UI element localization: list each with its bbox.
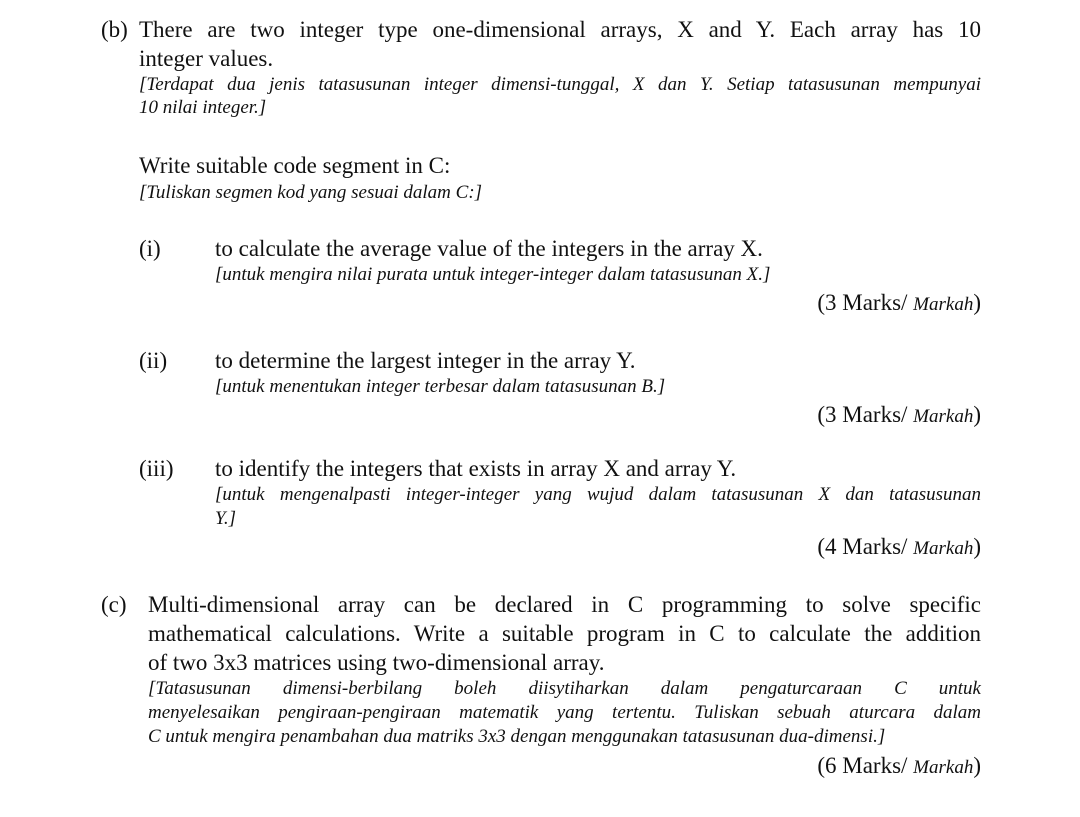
item-iii-label: (iii) <box>139 456 174 481</box>
item-i-marks: (3 Marks/ Markah) <box>817 290 981 315</box>
part-c-label: (c) <box>101 592 127 617</box>
item-iii-translation-line1: [untuk mengenalpasti integer-integer yang wujud dalam tatasusunan X dan tatasusunan <box>215 484 981 505</box>
item-i-label: (i) <box>139 236 161 261</box>
part-c-translation-line1: [Tatasusunan dimensi-berbilang boleh diisytiharkan dalam pengaturcaraan C untuk <box>148 678 981 699</box>
item-i-translation: [untuk mengira nilai purata untuk integer-integer dalam tatasusunan X.] <box>215 264 771 285</box>
item-iii-question: to identify the integers that exists in array X and array Y. <box>215 456 737 481</box>
part-c-translation-line3: C untuk mengira penambahan dua matriks 3x3 dengan menggunakan tatasusunan dua-dimensi.] <box>148 726 886 747</box>
item-ii-marks: (3 Marks/ Markah) <box>817 402 981 427</box>
part-b-translation-line2: 10 nilai integer.] <box>139 97 267 118</box>
part-c-question-line1: Multi-dimensional array can be declared in C programming to solve specific <box>148 592 981 617</box>
part-b-question-line2: integer values. <box>139 46 274 71</box>
item-ii-question: to determine the largest integer in the array Y. <box>215 348 636 373</box>
part-b-question-line1: There are two integer type one-dimensional arrays, X and Y. Each array has 10 <box>139 17 981 42</box>
item-ii-translation: [untuk menentukan integer terbesar dalam tatasusunan B.] <box>215 376 666 397</box>
item-iii-translation-line2: Y.] <box>215 508 236 529</box>
part-b-translation-line1: [Terdapat dua jenis tatasusunan integer dimensi-tunggal, X dan Y. Setiap tatasusunan mempunyai <box>139 74 981 95</box>
part-c-translation-line2: menyelesaikan pengiraan-pengiraan matematik yang tertentu. Tuliskan sebuah aturcara dalam <box>148 702 981 723</box>
item-i-question: to calculate the average value of the integers in the array X. <box>215 236 763 261</box>
instruction-text: Write suitable code segment in C: <box>139 153 451 178</box>
part-c-question-line2: mathematical calculations. Write a suitable program in C to calculate the addition <box>148 621 981 646</box>
item-iii-marks: (4 Marks/ Markah) <box>817 534 981 559</box>
part-c-question-line3: of two 3x3 matrices using two-dimensional array. <box>148 650 605 675</box>
item-ii-label: (ii) <box>139 348 168 373</box>
instruction-translation: [Tuliskan segmen kod yang sesuai dalam C:] <box>139 182 483 203</box>
part-c-marks: (6 Marks/ Markah) <box>817 753 981 778</box>
part-b-label: (b) <box>101 17 128 42</box>
